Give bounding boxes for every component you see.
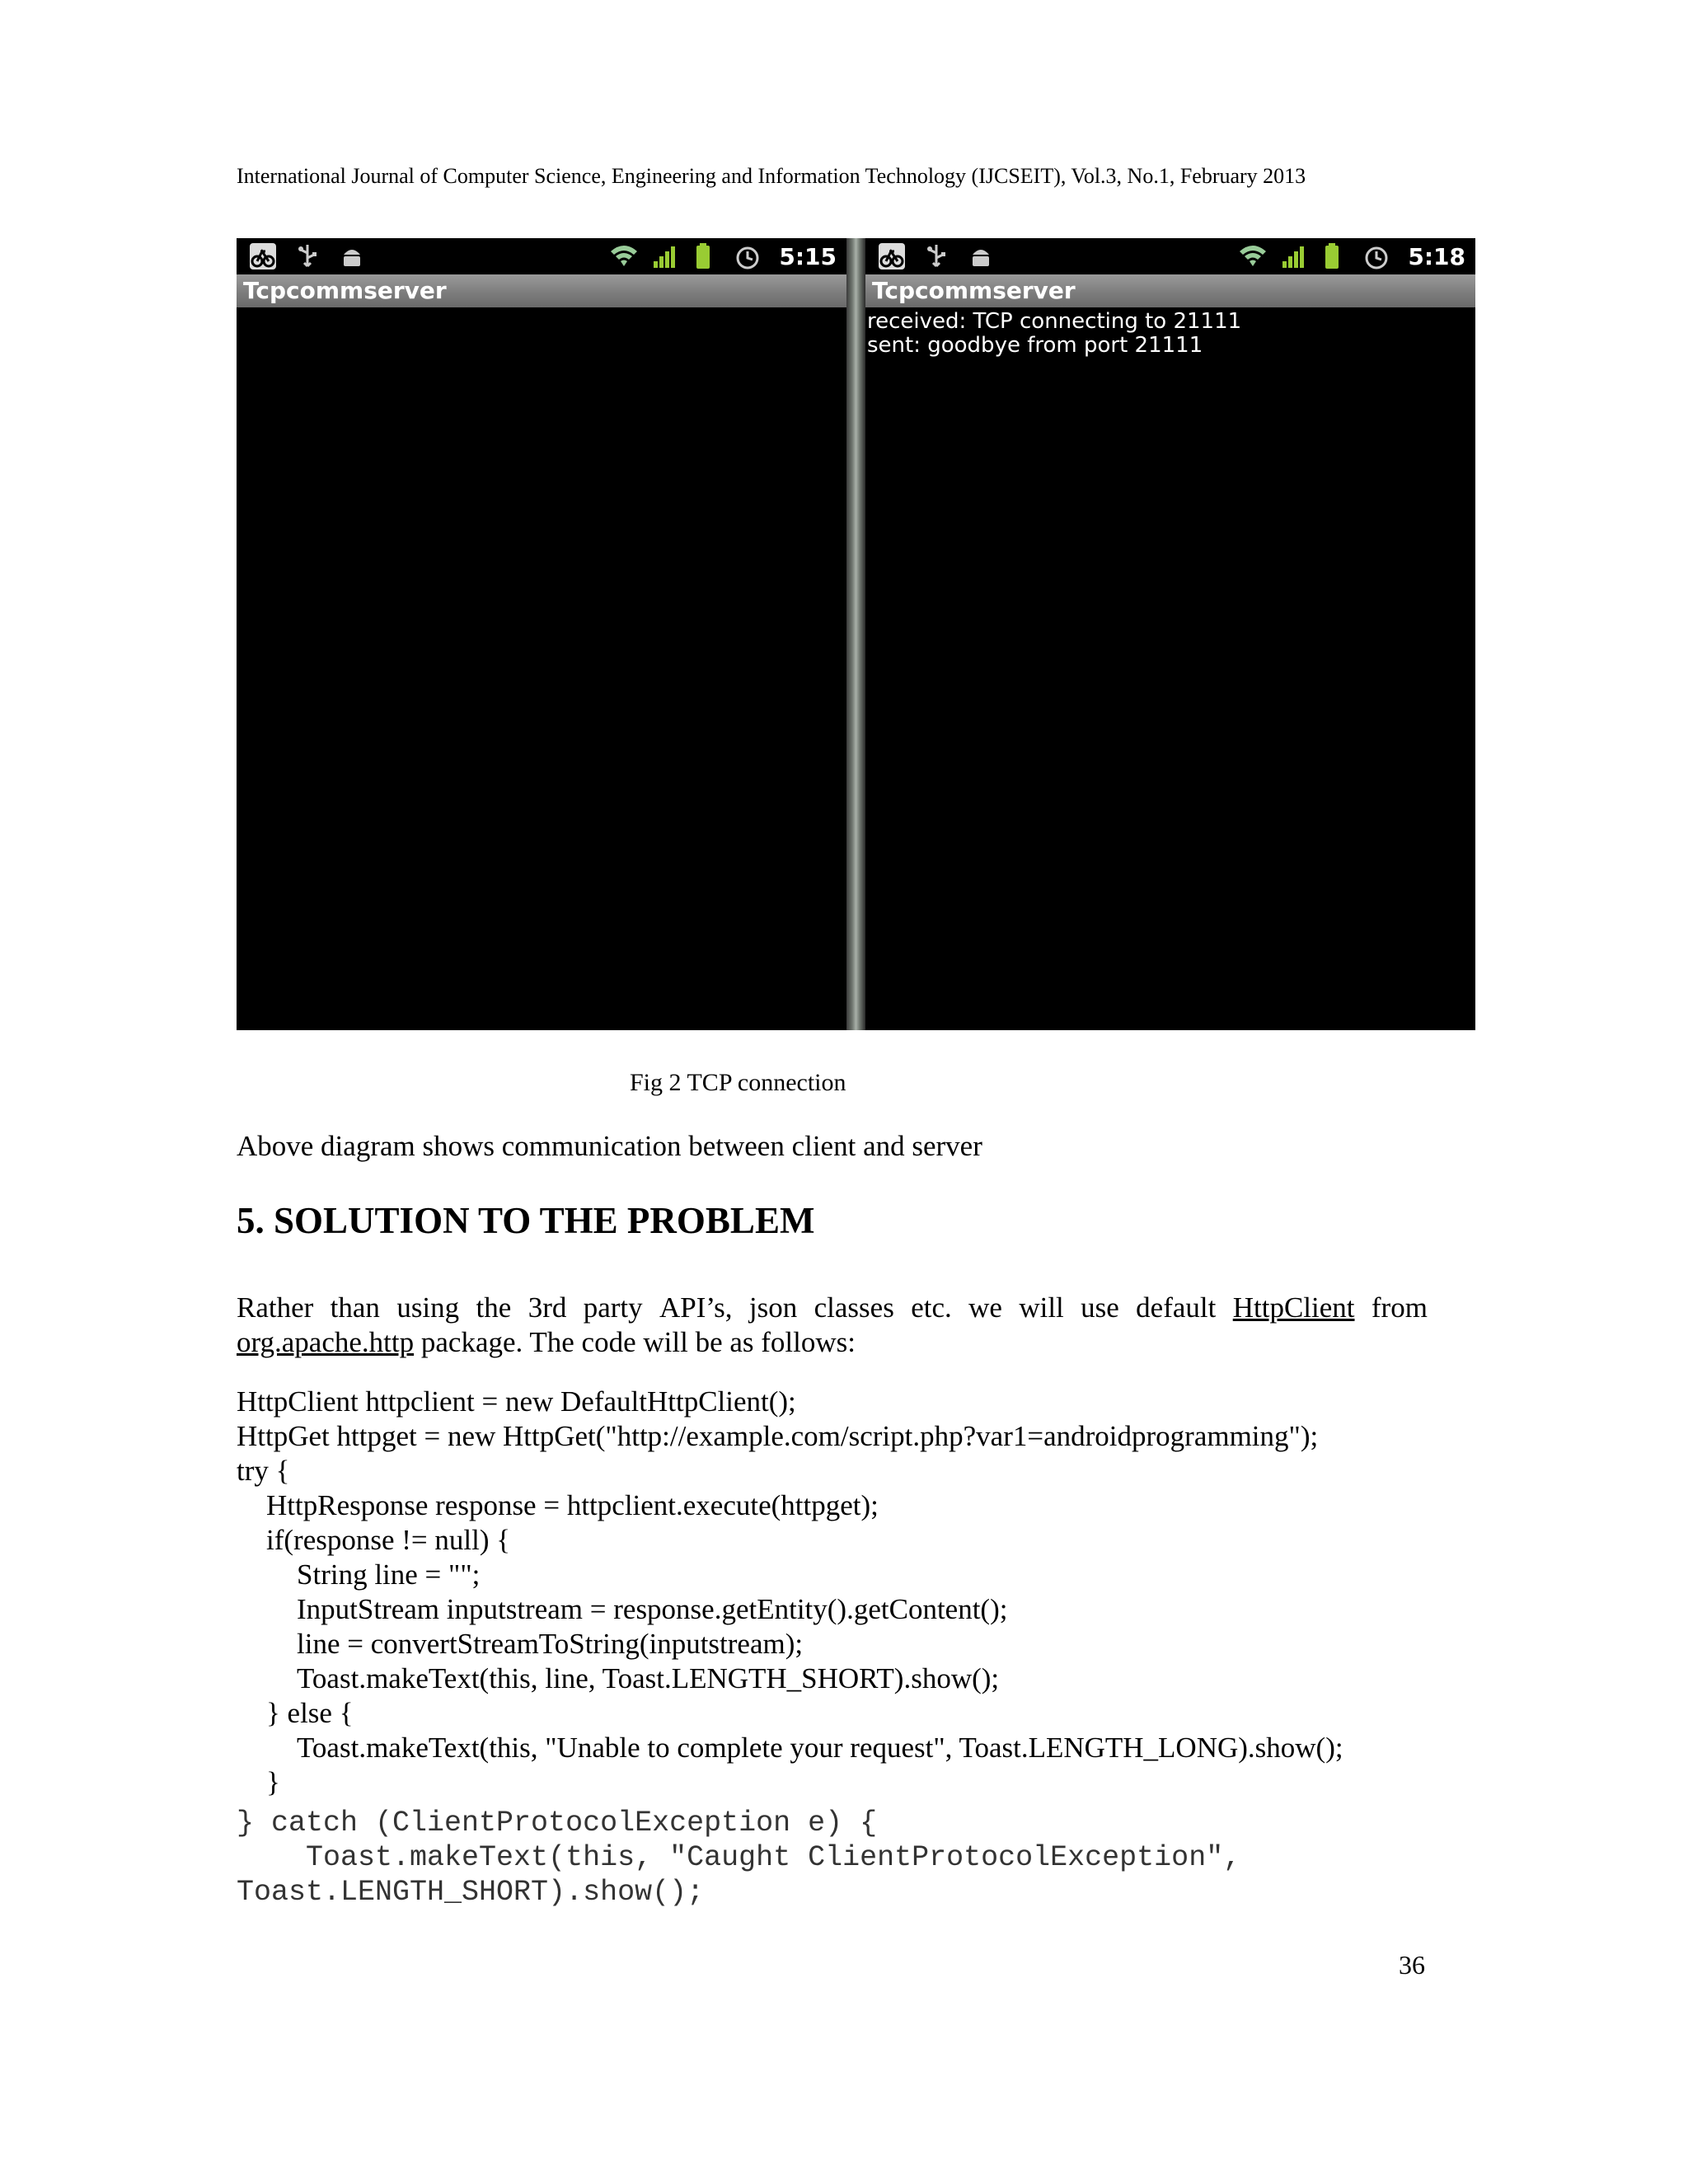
battery-icon <box>692 241 721 271</box>
bike-icon <box>248 241 278 271</box>
app-title-bar: Tcpcommserver <box>237 274 846 307</box>
mono-code-line: Toast.makeText(this, "Caught ClientProtocolException", <box>237 1841 1241 1874</box>
figure-caption: Fig 2 TCP connection <box>630 1069 846 1096</box>
word: using <box>396 1291 460 1324</box>
word: use <box>1081 1291 1119 1324</box>
status-bar <box>865 238 1475 274</box>
code-line: line = convertStreamToString(inputstream); <box>297 1628 804 1660</box>
code-line: String line = ""; <box>297 1558 481 1591</box>
mono-code-line: Toast.LENGTH_SHORT).show(); <box>237 1876 705 1909</box>
httpclient-link[interactable]: HttpClient <box>1232 1291 1355 1324</box>
word: will <box>1019 1291 1064 1324</box>
code-line: } <box>266 1766 280 1798</box>
alarm-icon <box>1362 241 1391 271</box>
code-line: InputStream inputstream = response.getEntity().getContent(); <box>297 1593 1008 1625</box>
android-icon <box>966 241 996 271</box>
code-line: try { <box>237 1455 290 1487</box>
usb-icon <box>921 241 951 271</box>
word: from <box>1371 1291 1428 1324</box>
mono-code-line: } catch (ClientProtocolException e) { <box>237 1807 878 1840</box>
usb-icon <box>293 241 322 271</box>
body-paragraph <box>237 1291 1428 1360</box>
wifi-icon <box>1238 241 1268 271</box>
alarm-icon <box>733 241 762 271</box>
journal-header: International Journal of Computer Science, Engineering and Information Technology (IJCSEIT), Vol.3, No.1, February 2013 <box>237 164 1306 188</box>
code-line: } else { <box>266 1697 354 1729</box>
clock: 5:15 <box>779 242 837 270</box>
log-line-received: received: TCP connecting to 21111 <box>867 309 1242 334</box>
word: Rather <box>237 1291 314 1324</box>
app-content <box>237 307 846 1030</box>
section-heading: 5. SOLUTION TO THE PROBLEM <box>237 1200 815 1241</box>
phone-screen-right <box>865 238 1475 1030</box>
word: API’s, <box>659 1291 733 1324</box>
app-title-bar: Tcpcommserver <box>865 274 1475 307</box>
code-line: HttpGet httpget = new HttpGet("http://example.com/script.php?var1=androidprogramming"); <box>237 1420 1319 1452</box>
status-bar <box>237 238 846 274</box>
word: default <box>1136 1291 1217 1324</box>
text: package. The code will be as follows: <box>414 1326 856 1358</box>
org-apache-http-link[interactable]: org.apache.http <box>237 1326 415 1358</box>
app-content <box>865 307 1475 1030</box>
screens-divider <box>846 238 865 1030</box>
word: we <box>968 1291 1002 1324</box>
signal-icon <box>1279 241 1309 271</box>
code-line: Toast.makeText(this, line, Toast.LENGTH_SHORT).show(); <box>297 1662 1000 1694</box>
justified-line <box>237 1291 1428 1325</box>
word: json <box>748 1291 798 1324</box>
bike-icon <box>877 241 907 271</box>
clock: 5:18 <box>1408 242 1465 270</box>
code-line: Toast.makeText(this, "Unable to complete your request", Toast.LENGTH_LONG).show(); <box>297 1732 1343 1764</box>
word: classes <box>814 1291 894 1324</box>
code-line: HttpResponse response = httpclient.execute(httpget); <box>266 1489 879 1521</box>
signal-icon <box>650 241 680 271</box>
word: party <box>583 1291 643 1324</box>
paragraph: Above diagram shows communication between client and server <box>237 1130 982 1162</box>
word: 3rd <box>528 1291 567 1324</box>
word: than <box>330 1291 380 1324</box>
word: the <box>476 1291 512 1324</box>
word: etc. <box>911 1291 952 1324</box>
wifi-icon <box>609 241 639 271</box>
android-icon <box>337 241 367 271</box>
phone-screen-left <box>237 238 846 1030</box>
code-line: if(response != null) { <box>266 1524 511 1556</box>
battery-icon <box>1320 241 1350 271</box>
code-line: HttpClient httpclient = new DefaultHttpClient(); <box>237 1385 796 1418</box>
log-line-sent: sent: goodbye from port 21111 <box>867 333 1203 358</box>
paragraph-line-2 <box>237 1325 1428 1360</box>
page-number: 36 <box>1399 1950 1425 1980</box>
